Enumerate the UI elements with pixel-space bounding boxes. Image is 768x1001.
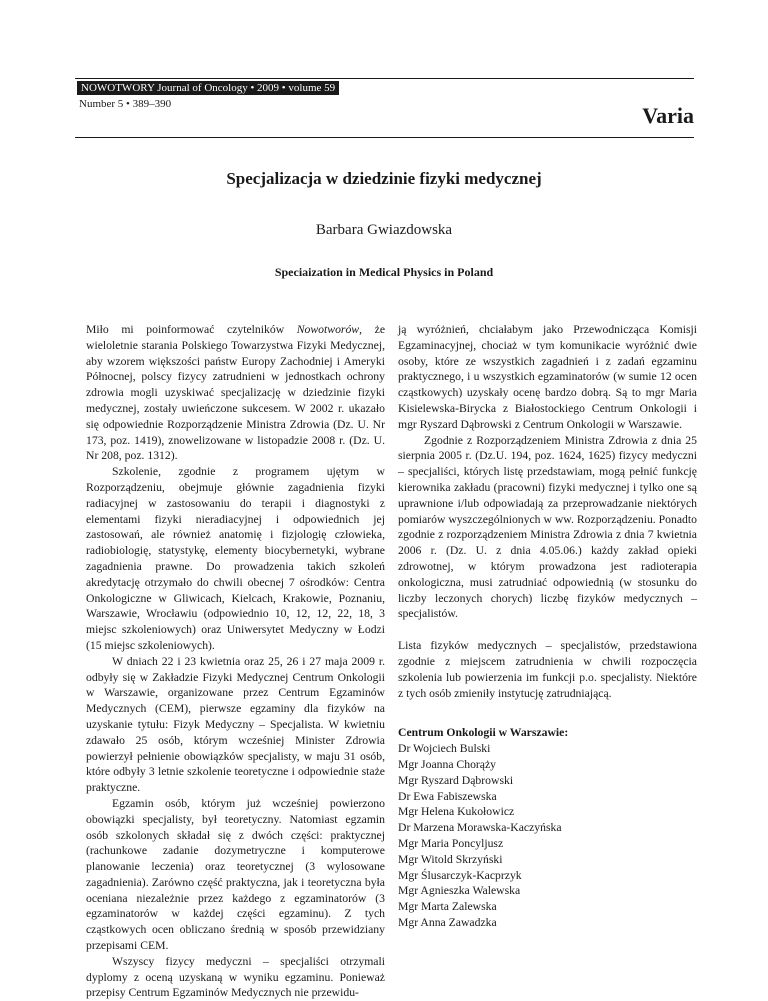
list-item: Mgr Ślusarczyk-Kacprzyk: [398, 868, 522, 882]
paragraph-text: Miło mi poinformować czytelników: [86, 323, 297, 336]
list-item: Dr Ewa Fabiszewska: [398, 789, 497, 803]
list-heading: Centrum Onkologii w Warszawie:: [398, 726, 569, 740]
list-item: Mgr Ryszard Dąbrowski: [398, 773, 514, 787]
issue-pages: Number 5 • 389–390: [79, 98, 172, 110]
list-item: Mgr Helena Kukołowicz: [398, 805, 515, 819]
paragraph: Wszyscy fizycy medyczni – specjaliści otrzymali dyplomy z oceną uzyskaną w wyniku egzaminu. Ponieważ przepisy Centrum Egzaminów Medycznych nie przewidu-: [86, 954, 385, 1000]
right-column: [398, 322, 697, 931]
list-item: Mgr Anna Zawadzka: [398, 915, 497, 929]
specialist-list: [398, 741, 697, 931]
paragraph: Zgodnie z Rozporządzeniem Ministra Zdrowia z dnia 25 sierpnia 2005 r. (Dz.U. 194, poz. 1624, 1625) fizycy medyczni – specjaliści, których listę przedstawiam, mogą pełnić funkcję kierownika zakładu (pracowni) fizyki medycznej i tylko one są uprawnione i/lub odpowiadają za przeprowadzanie niektórych pomiarów wyszczególnionych w ww. Rozporządzeniu. Ponadto zgodnie z rozporządzeniem Ministra Zdrowia z dnia 7 kwietnia 2006 r. (Dz. U. z dnia 4.05.06.) każdy zakład opieki zdrowotnej, w którym prowadzona jest radioterapia onkologiczna, musi zatrudniać odpowiednią (w stosunku do liczby leczonych chorych) liczbę fizyków medycznych – specjalistów.: [398, 433, 697, 621]
paragraph: Egzamin osób, którym już wcześniej powierzono obowiązki specjalisty, był teoretyczny. Natomiast egzamin osób szkolonych składał się z dwóch części: praktycznej (rachunkowe zadanie dozymetryczne i komputerowe planowanie leczenia) oraz teoretycznej (3 wylosowane zagadnienia). Zarówno część praktyczna, jak i teoretyczna była oceniana niezależnie przez każdego z egzaminatorów (3 egzaminatorów w każdej części egzaminu). Z tych cząstkowych ocen obliczano średnią w sposób przewidziany przepisami CEM.: [86, 796, 385, 953]
list-item: Mgr Witold Skrzyński: [398, 852, 503, 866]
paragraph: ją wyróżnień, chciałabym jako Przewodnicząca Komisji Egzaminacyjnej, chociaż w tym komunikacie wyróżnić dwie osoby, które ze wszystkich zagadnień i z zadań egzaminu praktycznego, i u wszystkich egzaminatorów (w sumie 12 ocen cząstkowych) uzyskały ocenę bardzo dobrą. Są to mgr Maria Kisielewska-Birycka z Białostockiego Centrum Onkologii i mgr Ryszard Dąbrowski z Centrum Onkologii w Warszawie.: [398, 323, 697, 431]
list-item: Dr Marzena Morawska-Kaczyńska: [398, 821, 562, 835]
paragraph: Szkolenie, zgodnie z programem ujętym w Rozporządzeniu, obejmuje głównie zagadnienia fizyki radiacyjnej w zastosowaniu do terapii i diagnostyki z elementami fizyki nieradiacyjnej i odpowiednich jej zastosowań, ale również anatomię i fizjologię człowieka, radiobiologię, statystykę, elementy biocybernetyki, wybrane zagadnienia prawne. Do prowadzenia takich szkoleń akredytację otrzymało do chwili obecnej 7 ośrodków: Centra Onkologiczne w Gliwicach, Kielcach, Krakowie, Poznaniu, Warszawie, Wrocławiu (odpowiednio 10, 12, 12, 22, 18, 3 miejsc szkoleniowych) oraz Uniwersytet Medyczny w Łodzi (15 miejsc szkoleniowych).: [86, 465, 385, 652]
section-label: Varia: [642, 103, 694, 128]
journal-citation: NOWOTWORY Journal of Oncology • 2009 • volume 59: [77, 81, 339, 95]
article-title: Specjalizacja w dziedzinie fizyki medycznej: [226, 169, 542, 188]
paragraph: W dniach 22 i 23 kwietnia oraz 25, 26 i 27 maja 2009 r. odbyły się w Zakładzie Fizyki Medycznej Centrum Onkologii w Warszawie, organizowane przez Centrum Egzaminów Medycznych (CEM), pierwsze egzaminy dla fizyków na uzyskanie tytułu: Fizyk Medyczny – Specjalista. W kwietniu zdawało 25 osób, którym wcześniej Minister Zdrowia powierzył pełnienie obowiązków specjalisty, w maju 31 osób, które odbyły 3 letnie szkolenie teoretyczne i odpowiednie staże praktyczne.: [86, 654, 385, 795]
paragraph-text: , że wieloletnie starania Polskiego Towarzystwa Fizyki Medycznej, aby wzorem większości państw Europy Zachodniej i Ameryki Północnej, polscy fizycy zatrudnieni w jednostkach ochrony zdrowia mogli uzyskiwać specjalizację w dziedzinie fizyki medycznej, zostały uwieńczone sukcesem. W 2002 r. ukazało się odpowiednie Rozporządzenie Ministra Zdrowia (Dz. U. Nr 173, poz. 1419), znowelizowane w listopadzie 2008 r. (Dz. U. Nr 208, poz. 1312).: [86, 323, 386, 463]
paragraph: Lista fizyków medycznych – specjalistów, przedstawiona zgodnie z miejscem zatrudnienia w chwili rozpoczęcia szkolenia lub powierzenia im funkcji p.o. specjalisty. Niektóre z tych osób zmieniły instytucję zatrudniającą.: [398, 639, 697, 700]
article-author: Barbara Gwiazdowska: [315, 222, 453, 238]
list-item: Mgr Joanna Chorąży: [398, 757, 497, 771]
list-item: Mgr Maria Poncyljusz: [398, 836, 504, 850]
list-item: Mgr Agnieszka Walewska: [398, 884, 521, 898]
english-title: Speciaization in Medical Physics in Poland: [274, 265, 494, 279]
journal-name: Nowotworów: [296, 323, 360, 336]
paragraph: [86, 322, 385, 464]
list-item: Dr Wojciech Bulski: [398, 742, 491, 756]
journal-header: [75, 78, 694, 138]
left-column: [86, 322, 385, 1001]
list-item: Mgr Marta Zalewska: [398, 900, 497, 914]
